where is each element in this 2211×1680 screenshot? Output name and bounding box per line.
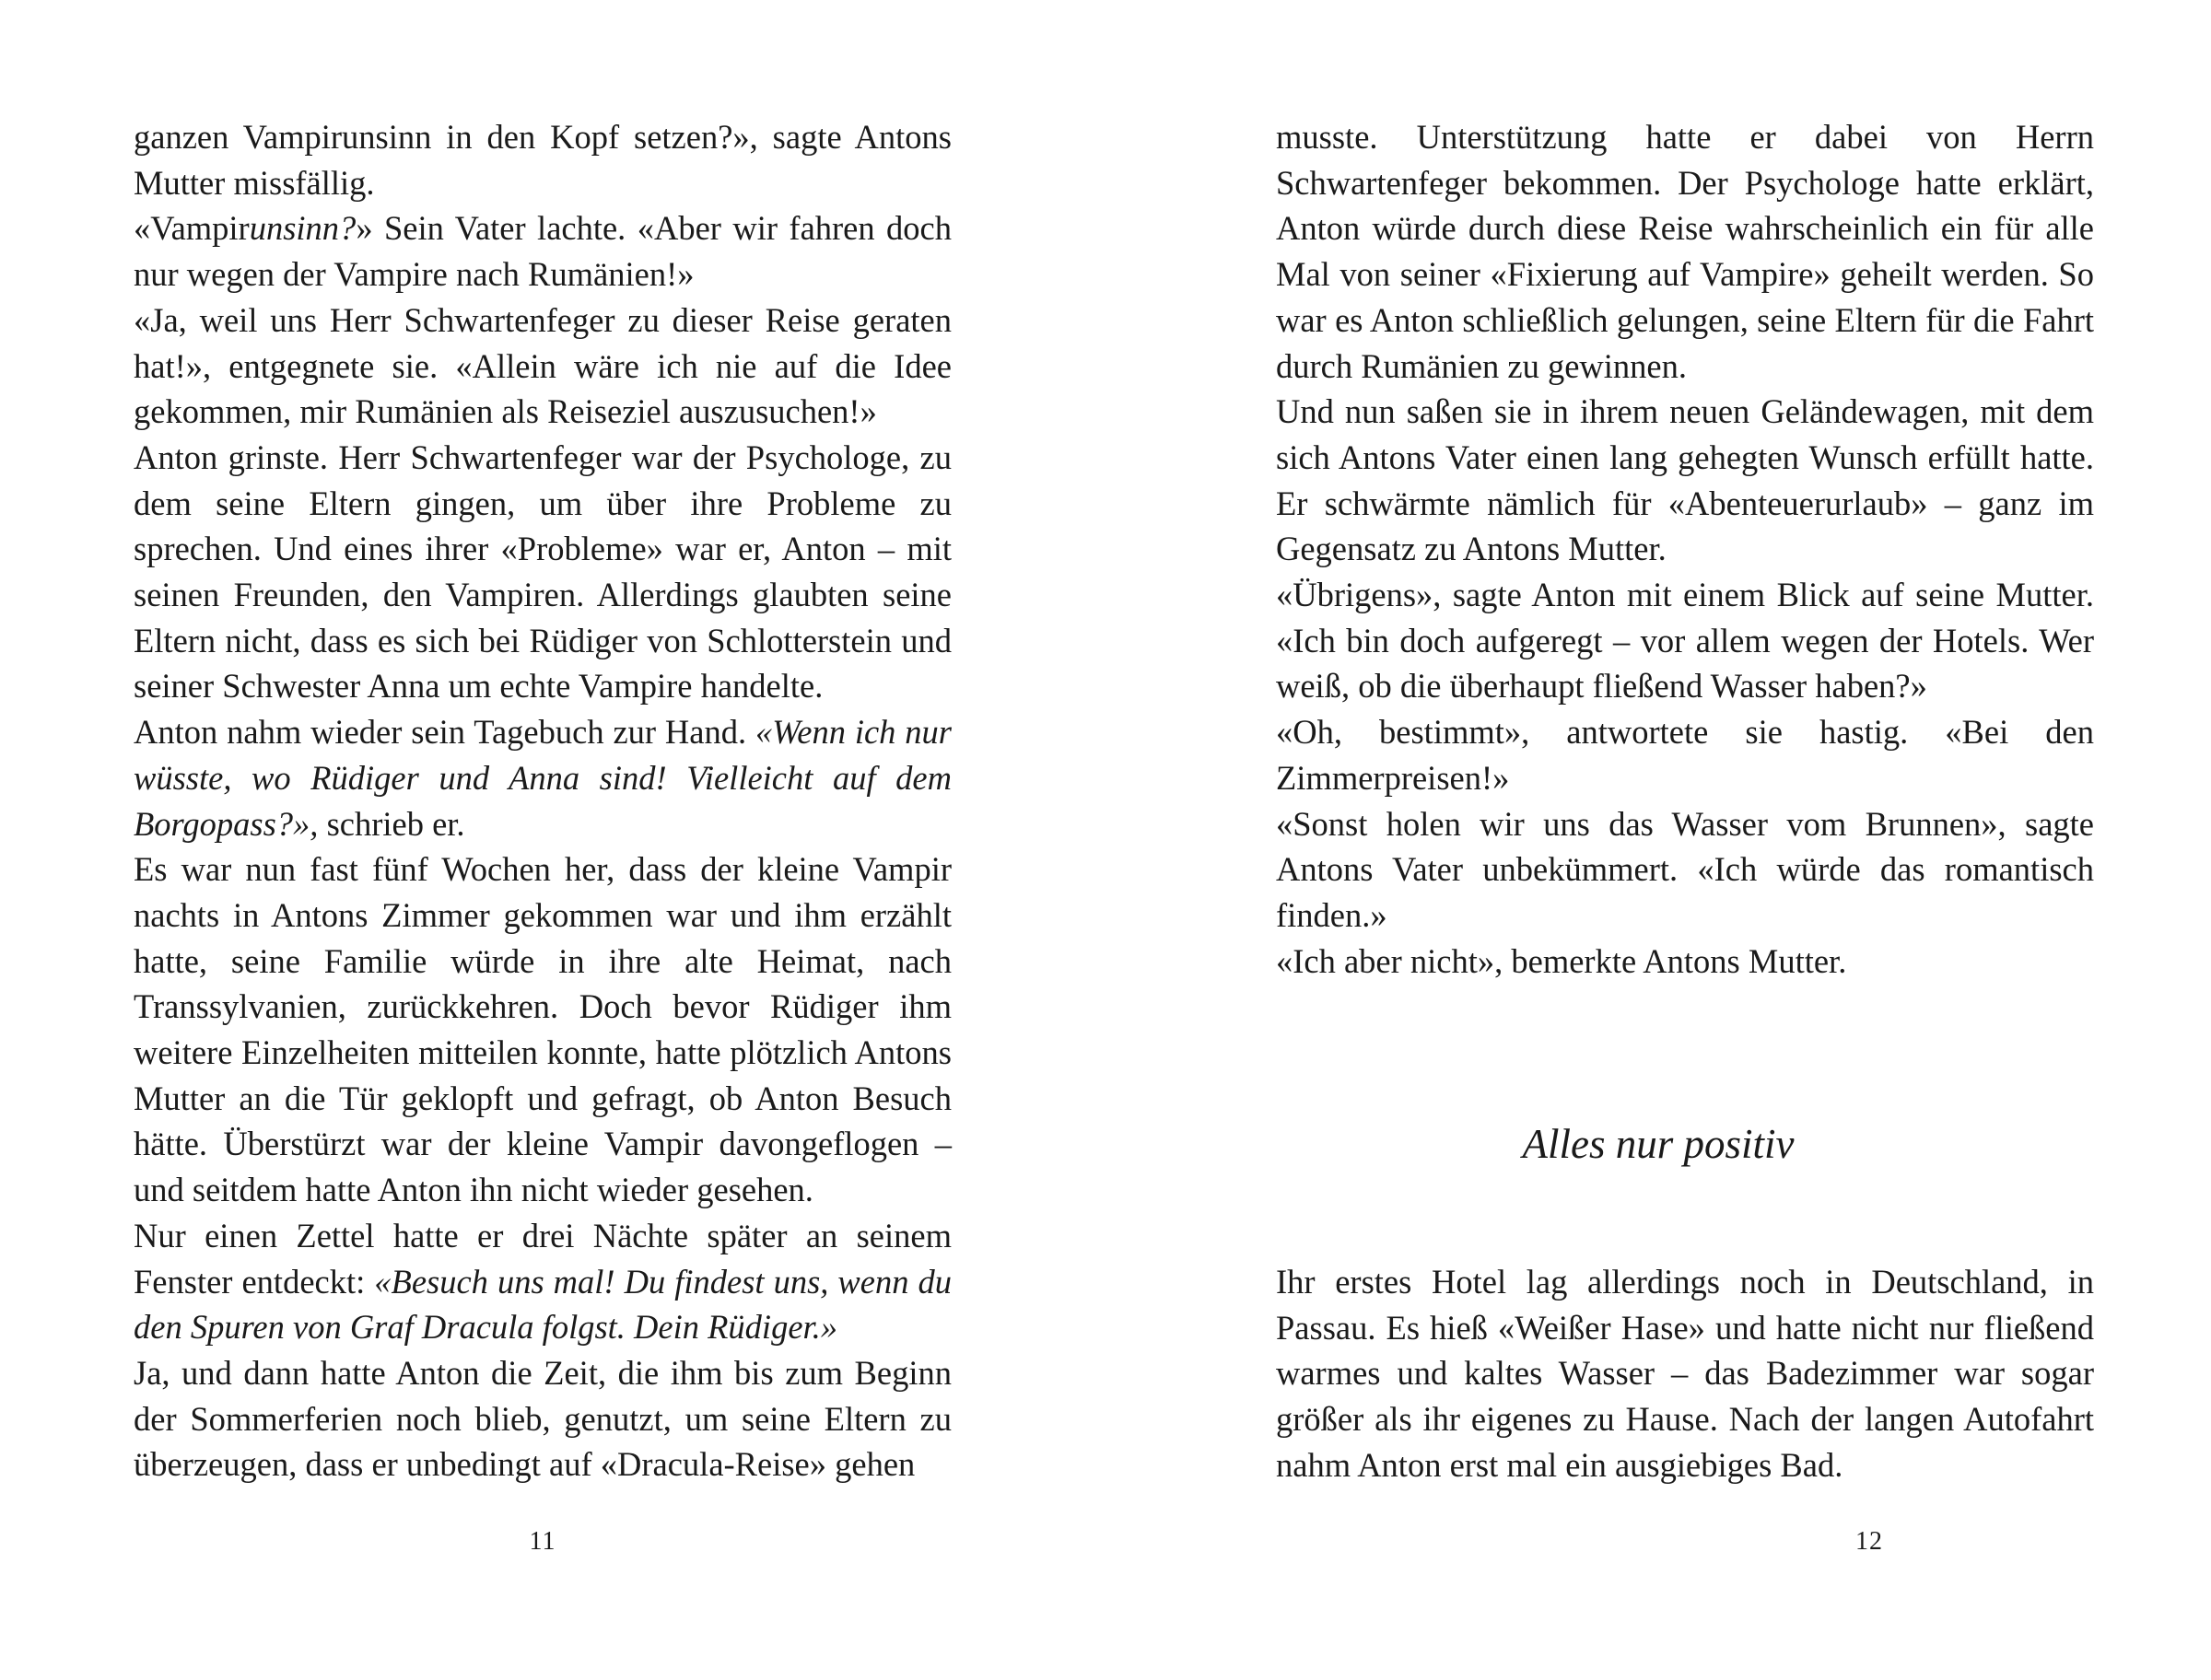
paragraph: musste. Unterstützung hatte er dabei von Herrn Schwartenfeger bekommen. Der Psychologe hatte erklärt, Anton würde durch diese Reise wahrscheinlich ein für alle Mal von seiner «Fixierung auf Vampire» geheilt werden. So war es Anton schließlich gelungen, seine Eltern für die Fahrt durch Rumänien zu gewinnen.	[1276, 118, 2094, 385]
italic-passage: «Wenn ich nur wüsste, wo Rüdiger und Anna sind! Vielleicht auf dem Borgopass?»,	[134, 713, 952, 843]
paragraph: «Vampirunsinn?» Sein Vater lachte. «Aber wir fahren doch nur wegen der Vampire nach Rumänien!»	[134, 209, 952, 294]
paragraph: Anton grinste. Herr Schwartenfeger war der Psychologe, zu dem seine Eltern gingen, um über ihre Probleme zu sprechen. Und eines ihrer «Probleme» war er, Anton – mit seinen Freunden, den Vampiren. Allerdings glaubten seine Eltern nicht, dass es sich bei Rüdiger von Schlotterstein und seiner Schwester Anna um echte Vampire handelte.	[134, 438, 952, 706]
right-page	[1106, 0, 2211, 1680]
page-number: 11	[529, 1527, 556, 1556]
paragraph: «Oh, bestimmt», antwortete sie hastig. «Bei den Zimmerpreisen!»	[1276, 713, 2094, 797]
chapter-title: Alles nur positiv	[1522, 1121, 1795, 1167]
paragraph: «Ja, weil uns Herr Schwartenfeger zu dieser Reise geraten hat!», entgegnete sie. «Allein wäre ich nie auf die Idee gekommen, mir Rumänien als Reiseziel auszusuchen!»	[134, 300, 952, 431]
paragraph: Nur einen Zettel hatte er drei Nächte später an seinem Fenster entdeckt: «Besuch uns mal! Du findest uns, wenn du den Spuren von Graf Dracula folgst. Dein Rüdiger.»	[134, 1216, 952, 1347]
paragraph: «Sonst holen wir uns das Wasser vom Brunnen», sagte Antons Vater unbekümmert. «Ich würde das romantisch finden.»	[1276, 804, 2094, 934]
right-page-body	[1276, 114, 2094, 984]
paragraph: Und nun saßen sie in ihrem neuen Geländewagen, mit dem sich Antons Vater einen lang gehegten Wunsch erfüllt hatte. Er schwärmte nämlich für «Abenteuerurlaub» – ganz im Gegensatz zu Antons Mutter.	[1276, 392, 2094, 568]
paragraph: Anton nahm wieder sein Tagebuch zur Hand. «Wenn ich nur wüsste, wo Rüdiger und Anna sind! Vielleicht auf dem Borgopass?», schrieb er.	[134, 713, 952, 843]
italic-passage: unsinn?	[249, 209, 357, 248]
left-page-body	[134, 114, 952, 1488]
paragraph: Ihr erstes Hotel lag allerdings noch in Deutschland, in Passau. Es hieß «Weißer Hase» und hatte nicht nur fließend warmes und kaltes Wasser – das Badezimmer war sogar größer als ihr eigenes zu Hause. Nach der langen Autofahrt nahm Anton erst mal ein ausgiebiges Bad.	[1276, 1263, 2094, 1484]
italic-passage: «Besuch uns mal! Du findest uns, wenn du den Spuren von Graf Dracula folgst. Dein Rüdiger.»	[134, 1262, 952, 1347]
chapter-opening	[1276, 1259, 2094, 1488]
paragraph: «Ich aber nicht», bemerkte Antons Mutter.	[1276, 941, 1847, 980]
page-number: 12	[1855, 1527, 1883, 1556]
paragraph: «Übrigens», sagte Anton mit einem Blick auf seine Mutter. «Ich bin doch aufgeregt – vor allem wegen der Hotels. Wer weiß, ob die überhaupt fließend Wasser haben?»	[1276, 576, 2094, 706]
paragraph: ganzen Vampirunsinn in den Kopf setzen?», sagte Antons Mutter missfällig.	[134, 118, 952, 202]
paragraph: Es war nun fast fünf Wochen her, dass der kleine Vampir nachts in Antons Zimmer gekommen war und ihm erzählt hatte, seine Familie würde in ihre alte Heimat, nach Transsylvanien, zurückkehren. Doch bevor Rüdiger ihm weitere Einzelheiten mitteilen konnte, hatte plötzlich Antons Mutter an die Tür geklopft und gefragt, ob Anton Besuch hätte. Überstürzt war der kleine Vampir davongeflogen – und seitdem hatte Anton ihn nicht wieder gesehen.	[134, 850, 952, 1209]
paragraph: Ja, und dann hatte Anton die Zeit, die ihm bis zum Beginn der Sommerferien noch blieb, genutzt, um seine Eltern zu überzeugen, dass er unbedingt auf «Dracula-Reise» gehen	[134, 1353, 952, 1484]
